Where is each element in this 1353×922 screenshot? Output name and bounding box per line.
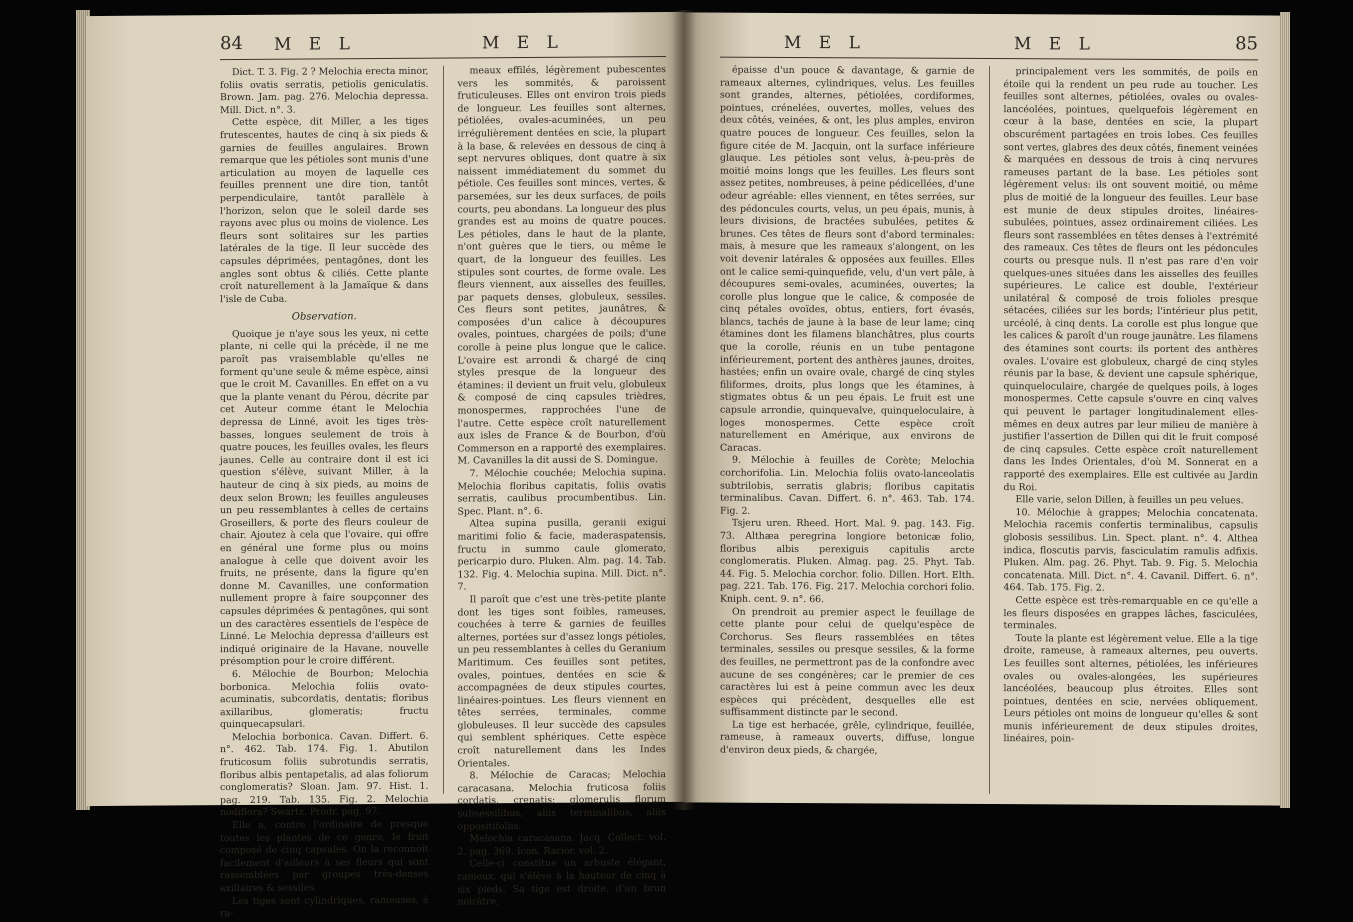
paragraph: meaux effilés, légèrement pubescentes vers les sommités, & paroissent fruticuleuses. Elles ont environ trois pieds de longueur. Les feuilles sont alternes, pétiolées, ovales-acuminées, un peu irrégulièrement dentées en scie, la plupart à la base, & relevées en dessous de cinq à sept nervures obliques, dont quatre à six naissent immédiatement du sommet du pétiole. Ces feuilles sont minces, vertes, & parsemées, sur les deux surfaces, de poils courts, peu abondans. La longueur des plus grandes est au moins de quatre pouces. Les pétioles, dans le haut de la plante, n'ont guères que le tiers, ou même le quart, de la longueur des feuilles. Les stipules sont courtes, de forme ovale. Les fleurs viennent, aux aisselles des feuilles, par paquets denses, globuleux, sessiles. Ces fleurs sont petites, jaunâtres, & composées d'un calice à découpures ovales, pointues, chargées de poils; d'une corolle à peine plus longue que le calice. L'ovaire est arrondi & chargé de cinq styles presque de la longueur des étamines: il devient un fruit velu, globuleux & composé de cinq capsules trièdres, monospermes, rapprochées l'une de l'autre. Cette espèce croît naturellement aux isles de France & de Bourbon, d'où Commerson en a rapporté des exemplaires. M. Cavanilles la dit aussi de S. Domingue. xyxy=(457,64,666,467)
paragraph: 8. Mélochie de Caracas; Melochia caracasana. Melochia fruticosa foliis cordatis, crenatis; glomerulis florum subsessilibus, aliis terminalibus, aliis oppositifoliis. xyxy=(457,769,666,833)
right-head-title-1: M E L xyxy=(784,32,866,54)
section-heading: Observation. xyxy=(291,311,357,323)
paragraph: Tsjeru uren. Rheed. Hort. Mal. 9. pag. 143. Fig. 73. Althæa peregrina longiore betonicæ folio, floribus albis perexiguis capitulis arcte conglomeratis. Pluken. Almag. pag. 25. Phyt. Tab. 44. Fig. 5. Melochia corchor. folio. Dillen. Hort. Elth. pag. 221. Tab. 176. Fig. 217. Melochia corchori folio. Kniph. cent. 9. n°. 66. xyxy=(720,518,975,606)
right-page-number: 85 xyxy=(1235,33,1258,55)
right-column-2 xyxy=(1004,66,1259,795)
left-column-1 xyxy=(220,65,429,920)
right-columns xyxy=(720,65,1258,796)
paragraph: 10. Mélochie à grappes; Melochia concatenata. Melochia racemis confertis terminalibus, capsulis globosis sessilibus. Lin. Spect. plant. n°. 4. Althea indica, floscutis parvis, fasciculatim ramulis adfixis. Pluken. Alm. pag. 26. Phyt. Tab. 9. Fig. 5. Melochia concatenata. Mill. Dict. n°. 4. Cavanil. Differt. 6. n°. 464. Tab. 175. Fig. 2. xyxy=(1003,506,1258,594)
paragraph: Melochia caracasana. Jacq. Collect. vol. 2. pag. 369. Icon. Rarior. vol. 2. xyxy=(457,832,666,858)
column-divider xyxy=(443,66,444,794)
right-column-1 xyxy=(720,65,975,794)
right-head-title-2: M E L xyxy=(1014,34,1096,55)
paragraph: On prendroit au premier aspect le feuillage de cette plante pour celui de quelqu'espèce de Corchorus. Ses fleurs rassemblées en têtes terminales, sessiles ou presque sessiles, & la forme des feuilles, ne permettront pas de la confondre avec aucune de ses congénères; car le premier de ces caractères lui est à peine commun avec les deux espèces qui précèdent, desquelles elle est suffisamment distincte par le second. xyxy=(720,606,975,719)
book-gutter xyxy=(672,10,696,810)
paragraph: Les tiges sont cylindriques, rameuses, à ra- xyxy=(220,894,429,920)
left-column-2 xyxy=(457,64,667,908)
paragraph: principalement vers les sommités, de poils en étoile qui la rendent un peu rude au toucher. Les feuilles sont alternes, pétiolées, ovales ou ovales-lancéolées, pointues, quelquefois légèrement en cœur à la base, dentées en scie, la plupart obscurément partagées en trois lobes. Ces feuilles sont vertes, glabres des deux côtés, finement veinées & marquées en dessous de trois à cinq nervures rameuses partant de la base. Les pétioles sont légèrement velus: ils ont souvent moitié, ou même plus de moitié de la longueur des feuilles. Leur base est munie de deux stipules droites, linéaires-subulées, pointues, assez ordinairement ciliées. Les fleurs sont rassemblées en têtes denses à l'extrémité des rameaux. Ces têtes de fleurs ont les pédoncules courts ou presque nuls. Il n'est pas rare d'en voir quelques-unes situées dans les aisselles des feuilles supérieures. Le calice est double, l'extérieur unilatéral & composé de trois folioles presque sétacées, ciliées sur les bords; l'intérieur plus petit, urcéolé, à cinq dents. La corolle est plus longue que les calices & paroît d'un rouge jaunâtre. Les filamens des étamines sont courts: ils portent des anthères ovales. L'ovaire est globuleux, chargé de cinq styles réunis par la base, & devient une capsule sphérique, quinqueloculaire, chargée de quelques poils, à loges monospermes. Cette capsule s'ouvre en cinq valves qui peuvent le partager longitudinalement elles-mêmes en deux autres par leur milieu de manière à justifier l'assertion de Dillen qui dit le fruit composé de cinq capsules. Cette espèce croît naturellement dans les Indes Orientales, d'où M. Sonnerat en a rapporté des exemplaires. Elle est cultivée au Jardin du Roi. xyxy=(1003,66,1258,493)
paragraph: Il paroît que c'est une très-petite plante dont les tiges sont foibles, rameuses, couchées à terre & garnies de feuilles alternes, portées sur d'assez longs pétioles, un peu ressemblantes à celles du Geranium Maritimum. Ces feuilles sont petites, ovales, pointues, dentées en scie & accompagnées de deux stipules courtes, linéaires-pointues. Les fleurs viennent en têtes serrées, terminales, comme globuleuses. Il leur succède des capsules qui semblent sphériques. Cette espèce croît naturellement dans les Indes Orientales. xyxy=(457,592,666,770)
paragraph: Cette espèce, dit Miller, a les tiges frutescentes, hautes de cinq à six pieds & garnies de feuilles angulaires. Brown remarque que les pétioles sont munis d'une articulation au moyen de laquelle ces feuilles prennent une dire tion, tantôt perpendiculaire, tantôt parallèle à l'horizon, selon que le soleil darde ses rayons avec plus ou moins de violence. Les fleurs sont solitaires sur les parties latérales de la tige. Il leur succède des capsules déprimées, pentagônes, dont les angles sont obtus & ciliés. Cette plante croît naturellement à la Jamaïque & dans l'isle de Cuba. xyxy=(220,116,429,305)
paragraph: Toute la plante est légèrement velue. Elle a la tige droite, rameuse, à rameaux alternes, peu ouverts. Les feuilles sont alternes, pétiolées, les inférieures ovales ou ovales-alongées, les supérieures lancéolées, beaucoup plus étroites. Elles sont pointues, dentées en scie, nervées obliquement. Leurs pétioles ont moins de longueur qu'elles & sont munis inférieurement de deux stipules droites, linéaires, poin- xyxy=(1003,632,1258,745)
paragraph: Dict. T. 3. Fig. 2 ? Melochia erecta minor, foliis ovatis serratis, petiolis geniculatis. Brown. Jam. pag. 276. Melochia depressa. Mill. Dict. n°. 3. xyxy=(220,65,429,116)
left-columns xyxy=(220,64,666,920)
column-divider xyxy=(989,66,990,794)
left-head-title-1: M E L xyxy=(274,34,356,55)
paragraph: Quoique je n'aye sous les yeux, ni cette plante, ni celle qui la précède, il ne me paroît pas vraisemblable qu'elles ne forment qu'une seule & même espèce, ainsi que le croit M. Cavanilles. En effet on a vu que la plante venant du Pérou, décrite par cet Auteur comme étant le Melochia depressa de Linné, avoit les tiges très-basses, longues seulement de trois à quatre pouces, les feuilles ovales, les fleurs jaunes. Celle au contraire dont il est ici question s'élève, suivant Miller, à la hauteur de cinq à six pieds, au moins de deux selon Brown; les feuilles anguleuses un peu ressemblantes à celles de certains Groseillers, & porte des fleurs couleur de chair. Ajoutez à cela que l'ovaire, qui offre en général une forme plus ou moins analogue à celle que doivent avoir les fruits, ne présente, dans la figure qu'en donne M. Cavanilles, une conformation nullement propre à faire soupçonner des capsules déprimées & pentagônes, qui sont un des caractères essentiels de l'espèce de Linné. Le Melochia depressa d'ailleurs est indiqué originaire de la Havane, nouvelle présomption pour le croire différent. xyxy=(220,327,429,668)
paragraph: Altea supina pusilla, geranii exigui maritimi folio & facie, maderaspatensis, fructu in summo caule glomerato, pericarpio duro. Pluken. Alm. pag. 14. Tab. 132. Fig. 4. Melochia supina. Mill. Dict. n°. 7. xyxy=(457,517,666,593)
paragraph: épaisse d'un pouce & davantage, & garnie de rameaux alternes, cylindriques, velus. Les feuilles sont grandes, alternes, pétiolées, cordiformes, pointues, crénelées, ouvertes, molles, velues des deux côtés, veinées, & ont, les plus amples, environ quatre pouces de longueur. Ces feuilles, selon la figure citée de M. Jacquin, ont la surface inférieure glauque. Les pétioles sont velus, à-peu-près de moitié moins longs que les feuilles. Les fleurs sont assez petites, nombreuses, à peine pédicellées, d'une odeur agréable: elles viennent, en têtes serrées, sur des pédoncules courts, velus, un peu épais, munis, à leurs divisions, de bractées subulées, petites & brunes. Ces têtes de fleurs sont d'abord terminales: mais, à mesure que les rameaux s'alongent, on les voit devenir latérales & opposées aux feuilles. Elles ont le calice semi-quinquefide, velu, d'un vert pâle, à découpures semi-ovales, acuminées, ouvertes; la corolle plus longue que le calice, & composée de cinq pétales ovoïdes, obtus, entiers, fort évasés, blancs, tachés de jaune à la base de leur lame; cinq étamines dont les filamens blanchâtres, plus courts que la corolle, réunis en un tube pentagone inférieurement, portent des anthères jaunes, droites, hastées; enfin un ovaire ovale, chargé de cinq styles filiformes, droits, plus longs que les étamines, à stigmates obtus & un peu épais. Le fruit est une capsule arrondie, quinquevalve, quinqueloculaire, à loges monospermes. Cette espèce croît naturellement en Amérique, aux environs de Caracas. xyxy=(720,64,975,454)
paragraph: Celle-ci constitue un arbuste élégant, rameux, qui s'élève à la hauteur de cinq à six pieds. Sa tige est droite, d'un brun noirâtre, xyxy=(457,857,666,908)
paragraph: Elle a, contre l'ordinaire de presque toutes les plantes de ce genre, le fruit composé de cinq capsules. On la reconnoît facilement d'ailleurs à ses fleurs qui sont rassemblées par groupes très-denses axillaires & sessiles. xyxy=(220,818,429,895)
paragraph: 9. Mélochie à feuilles de Corète; Melochia corchorifolia. Lin. Melochia foliis ovato-lanceolatis subtrilobis, serratis glabris; floribus capitatis terminalibus. Cavan. Differt. 6. n°. 463. Tab. 174. Fig. 2. xyxy=(720,455,975,517)
right-page-edge xyxy=(1280,12,1290,808)
left-head-title-2: M E L xyxy=(482,32,564,54)
paragraph: La tige est herbacée, grêle, cylindrique, feuillée, rameuse, à rameaux ouverts, diffuse, longue d'environ deux pieds, & chargée, xyxy=(720,719,975,757)
paragraph: 6. Mélochie de Bourbon; Melochia borbonica. Melochia foliis ovato-acuminatis, subcordatis, dentatis; floribus axillaribus, glomeratis; fructu quinquecapsulari. xyxy=(220,667,429,731)
paragraph: Elle varie, selon Dillen, à feuilles un peu velues. xyxy=(1015,494,1244,507)
right-page xyxy=(684,12,1284,805)
paragraph: Cette espèce est très-remarquable en ce qu'elle a les fleurs disposées en grappes lâches, fasciculées, terminales. xyxy=(1003,595,1258,632)
left-page-number: 84 xyxy=(220,32,243,55)
paragraph: 7. Mélochie couchée; Melochia supina. Melochia floribus capitatis, foliis ovatis serratis, caulibus procumbentibus. Lin. Spec. Plant. n°. 6. xyxy=(457,467,666,518)
paragraph: Melochia borbonica. Cavan. Differt. 6. n°. 462. Tab. 174. Fig. 1. Abutilon fruticosum foliis subrotundis serratis, floribus albis pentapetalis, ad alas foliorum conglomeratis? Sloan. Jam. 97. Hist. 1. pag. 219. Tab. 135. Fig. 2. Melochia nodiflora? Swartz. Prodr. pag. 97. xyxy=(220,730,429,819)
left-page xyxy=(86,12,684,920)
